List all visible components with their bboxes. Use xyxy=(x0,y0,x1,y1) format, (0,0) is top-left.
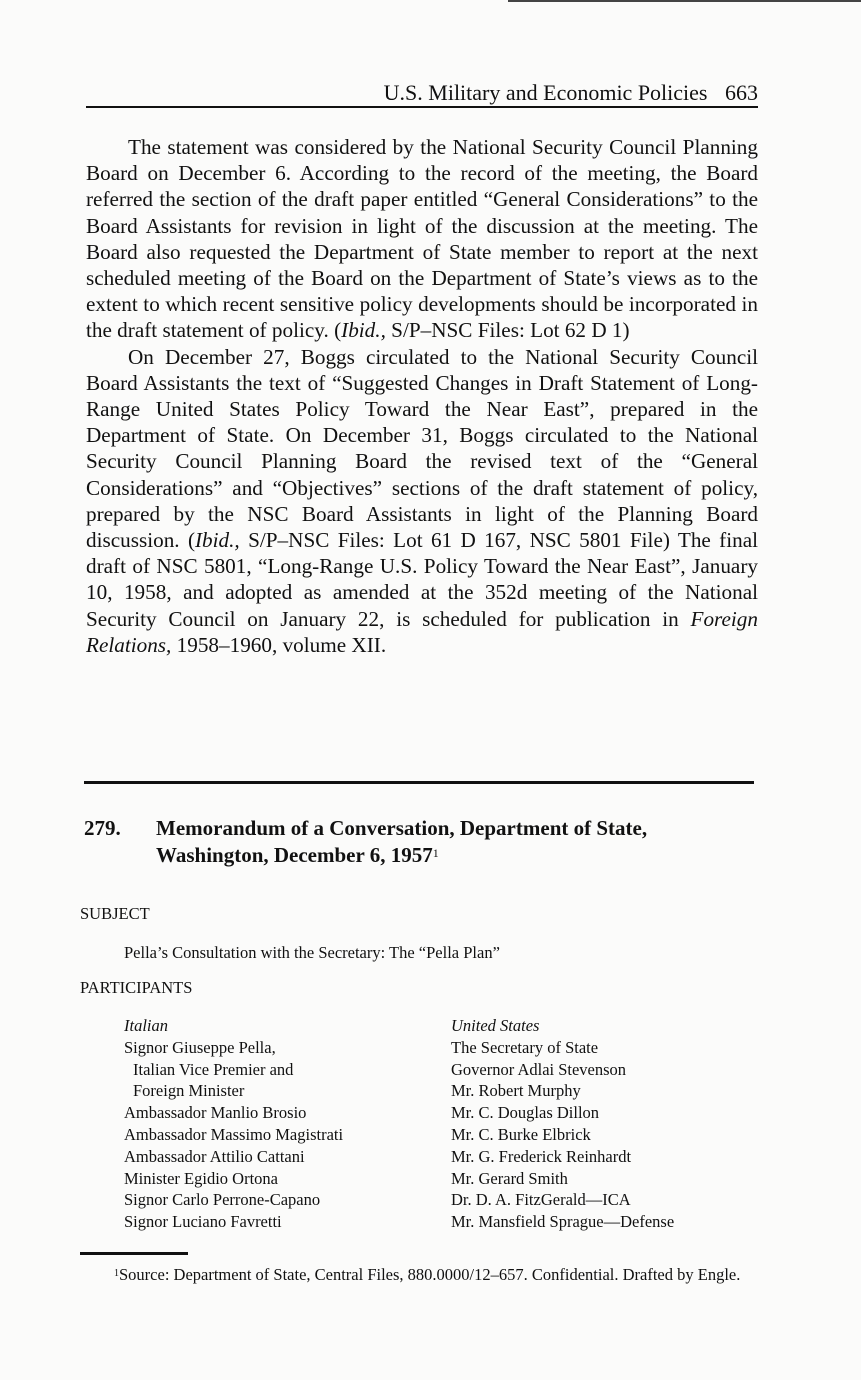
subject-text: Pella’s Consultation with the Secretary: The “Pella Plan” xyxy=(124,943,500,962)
paragraph xyxy=(86,344,758,658)
participant-name: Dr. D. A. FitzGerald—ICA xyxy=(451,1190,631,1210)
us-participants xyxy=(451,1015,674,1233)
participant-name: Minister Egidio Ortona xyxy=(124,1168,278,1188)
italic-text: Foreign Relations, xyxy=(86,606,758,657)
participant-name: Signor Giuseppe Pella, xyxy=(124,1037,276,1057)
participant-name: Mr. G. Frederick Reinhardt xyxy=(451,1146,632,1166)
italic-text: Ibid., xyxy=(341,318,386,343)
paragraph-text: S/P–NSC Files: Lot 62 D 1) xyxy=(385,318,630,343)
italian-heading: Italian xyxy=(124,1016,168,1035)
us-heading: United States xyxy=(451,1016,540,1035)
page-number: 663 xyxy=(725,80,758,105)
participant-name: Signor Luciano Favretti xyxy=(124,1212,282,1232)
participant-name: Mr. Mansfield Sprague—Defense xyxy=(451,1212,675,1232)
document-title-line1: Memorandum of a Conversation, Department of State, xyxy=(156,816,648,840)
participant-name: Ambassador Massimo Magistrati xyxy=(124,1124,344,1144)
running-title: U.S. Military and Economic Policies xyxy=(383,80,708,105)
subject-label: SUBJECT xyxy=(80,904,150,923)
participant-name: Italian Vice Premier and xyxy=(133,1059,294,1079)
paragraph-text: The statement was considered by the National Security Council Planning Board on December 6. According to the record of the meeting, the Board referred the section of the draft paper entitled “General Considerations” to the Board Assistants for revision in light of the discussion at the meeting. The Board also requested the Department of State member to report at the next scheduled meeting of the Board on the Department of State’s views as to the extent to which recent sensitive policy developments should be incorporated in the draft statement of policy. ( xyxy=(86,135,758,343)
participant-name: Ambassador Manlio Brosio xyxy=(124,1103,307,1123)
document-title xyxy=(156,815,756,869)
footnote xyxy=(80,1266,750,1284)
paragraph-text: 1958–1960, volume XII. xyxy=(171,632,387,657)
participants-label: PARTICIPANTS xyxy=(80,978,193,997)
document-number: 279. xyxy=(84,816,121,840)
top-edge-line xyxy=(508,0,861,2)
participant-name: Signor Carlo Perrone-Capano xyxy=(124,1190,321,1210)
footnote-divider xyxy=(80,1252,188,1255)
participant-name: Mr. Gerard Smith xyxy=(451,1168,568,1188)
participant-name: Governor Adlai Stevenson xyxy=(451,1059,627,1079)
participant-name: Foreign Minister xyxy=(133,1081,245,1101)
editorial-note-text xyxy=(86,134,758,658)
paragraph-text: On December 27, Boggs circulated to the National Security Council Board Assistants the text of “Suggested Changes in Draft Statement of Long-Range United States Policy Toward the Near East”, prepared in the Department of State. On December 31, Boggs circulated to the National Security Council Planning Board the revised text of the “General Considerations” and “Objectives” sections of the draft statement of policy, prepared by the NSC Board Assistants in light of the Planning Board discussion. ( xyxy=(86,344,758,553)
participant-name: Mr. C. Douglas Dillon xyxy=(451,1103,600,1123)
paragraph-text: S/P–NSC Files: Lot 61 D 167, NSC 5801 File) The final draft of NSC 5801, “Long-Range U.S. Policy Toward the Near East”, January 10, 1958, and adopted as amended at the 352d meeting of the National Security Council on January 22, is scheduled for publication in xyxy=(86,528,758,631)
section-divider xyxy=(84,781,754,784)
participant-name: Ambassador Attilio Cattani xyxy=(124,1146,305,1166)
participant-name: Mr. Robert Murphy xyxy=(451,1081,581,1101)
italian-participants xyxy=(124,1015,343,1233)
document-title-line2: Washington, December 6, 1957 xyxy=(156,843,433,867)
footnote-marker: 1 xyxy=(114,1268,119,1279)
footnote-reference[interactable]: 1 xyxy=(432,846,439,860)
running-header xyxy=(86,80,758,108)
italic-text: Ibid., xyxy=(195,528,240,553)
participant-name: Mr. C. Burke Elbrick xyxy=(451,1124,591,1144)
footnote-text: Source: Department of State, Central Files, 880.0000/12–657. Confidential. Drafted by Engle. xyxy=(119,1265,741,1284)
participant-name: The Secretary of State xyxy=(451,1037,599,1057)
paragraph xyxy=(86,134,758,344)
